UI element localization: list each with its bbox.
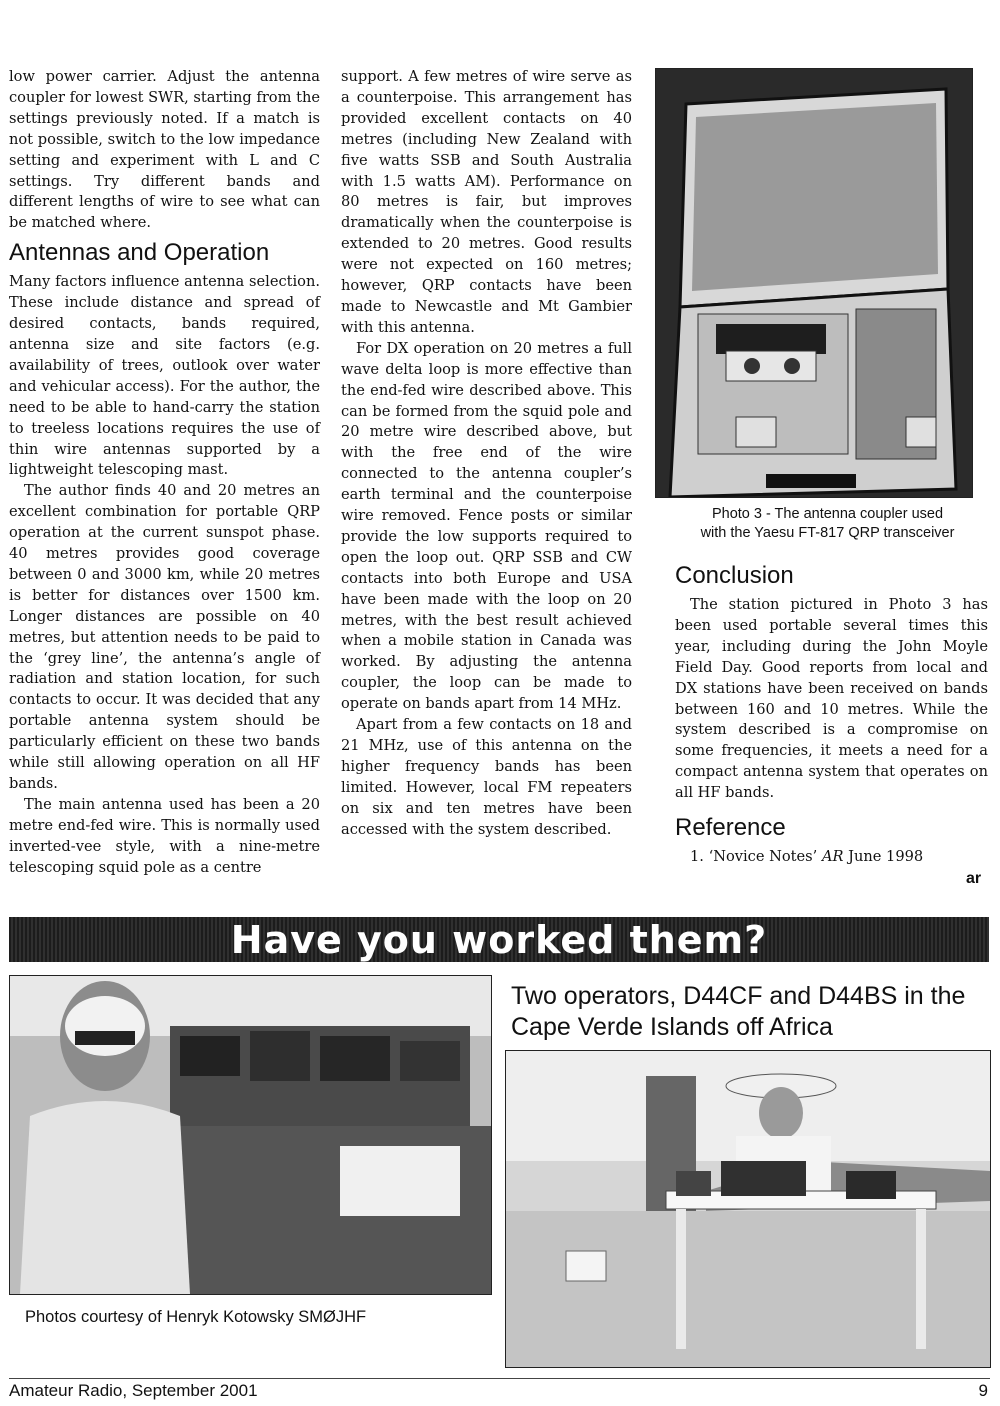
photo-credit: Photos courtesy of Henryk Kotowsky SMØJHF bbox=[25, 1308, 367, 1326]
caption-line: Photo 3 - The antenna coupler used bbox=[711, 506, 944, 522]
banner-title: Have you worked them? bbox=[230, 917, 768, 962]
paragraph: Many factors influence antenna selection. These include distance and spread of desired contacts, bands required, antenna size and site factors (e.g. availability of trees, outlook over water and vehicular access). For the author, the need to be able to hand-carry the station to treeless locations requires the use of thin wire antennas supported by a lightweight telescoping mast. bbox=[9, 273, 320, 479]
paragraph: For DX operation on 20 metres a full wave delta loop is more effective than the end-fed wire described above. This can be formed from the squid pole and 20 metre wire described above, but with the free end of the wire connected to the antenna coupler’s earth terminal and the counterpoise wire removed. Fence posts or similar provide the low supports required to open the loop out. QRP SSB and CW contacts into both Europe and USA have been made with the loop on 20 metres, with the best result achieved when a mobile station in Canada was worked. By adjusting the antenna coupler, the loop can be made to operate on bands apart from 14 MHz. bbox=[341, 339, 632, 713]
feature-headline: Two operators, D44CF and D44BS in the Cape Verde Islands off Africa bbox=[511, 982, 966, 1041]
footer-divider bbox=[9, 1378, 990, 1379]
paragraph: Apart from a few contacts on 18 and 21 MHz, use of this antenna on the higher frequency bands has been limited. However, local FM repeaters on six and ten metres have been accessed with the system described. bbox=[341, 716, 632, 838]
reference-text: June 1998 bbox=[843, 848, 924, 866]
reference-journal: AR bbox=[821, 848, 844, 866]
section-banner bbox=[9, 917, 989, 962]
section-heading-reference: Reference bbox=[675, 814, 786, 842]
section-heading-conclusion: Conclusion bbox=[675, 562, 794, 589]
photo-3-antenna-coupler-case bbox=[655, 68, 973, 498]
paragraph: The station pictured in Photo 3 has been used portable several times this year, including during the John Moyle Field Day. Good reports from local and DX stations have been received on bands between 160 and 10 metres. While the system described is a compromise on some frequencies, it meets a need for a compact antenna system that operates on all HF bands. bbox=[675, 596, 988, 802]
photo-operator-d44bs bbox=[505, 1050, 991, 1368]
paragraph: low power carrier. Adjust the antenna coupler for lowest SWR, starting from the settings previously noted. If a match is not possible, switch to the low impedance setting and experiment with L and C settings. Try different bands and different lengths of wire to see what can be matched where. bbox=[9, 68, 320, 232]
photo-operator-d44cf bbox=[9, 975, 492, 1295]
article-column-3 bbox=[675, 562, 988, 868]
footer-publication: Amateur Radio, September 2001 bbox=[9, 1381, 258, 1400]
paragraph: support. A few metres of wire serve as a counterpoise. This arrangement has provided excellent contacts on 40 metres (including New Zealand with five watts SSB and South Australia with 1.5 watts AM). Performance on 80 metres is fair, but improves dramatically when the counterpoise is extended to 20 metres. Good results were not expected on 160 metres; however, QRP contacts have been made to Newcastle and Mt Gambier with this antenna. bbox=[341, 68, 632, 336]
reference-text: 1. ‘Novice Notes’ bbox=[690, 848, 822, 866]
article-column-2 bbox=[341, 67, 632, 841]
caption-line: with the Yaesu FT-817 QRP transceiver bbox=[700, 525, 955, 541]
photo-3-caption bbox=[655, 505, 1000, 543]
section-heading-antennas: Antennas and Operation bbox=[9, 239, 270, 267]
footer-page-number: 9 bbox=[978, 1381, 988, 1400]
paragraph: The author finds 40 and 20 metres an excellent combination for portable QRP operation at the current sunspot phase. 40 metres provides good coverage between 0 and 3000 km, while 20 metres is better for distances over 1500 km. Longer distances are possible on 40 metres, but attention needs to be paid to the ‘grey line’, the antenna’s angle of radiation and station location, for such contacts to occur. It was decided that any portable antenna system should be particularly efficient on these two bands while still allowing operation on all HF bands. bbox=[9, 482, 320, 792]
article-column-1 bbox=[9, 67, 320, 879]
reference-item bbox=[675, 847, 988, 868]
paragraph: The main antenna used has been a 20 metre end-fed wire. This is normally used inverted-vee style, with a nine-metre telescoping squid pole as a centre bbox=[9, 795, 320, 876]
end-of-article-mark: ar bbox=[966, 870, 982, 887]
